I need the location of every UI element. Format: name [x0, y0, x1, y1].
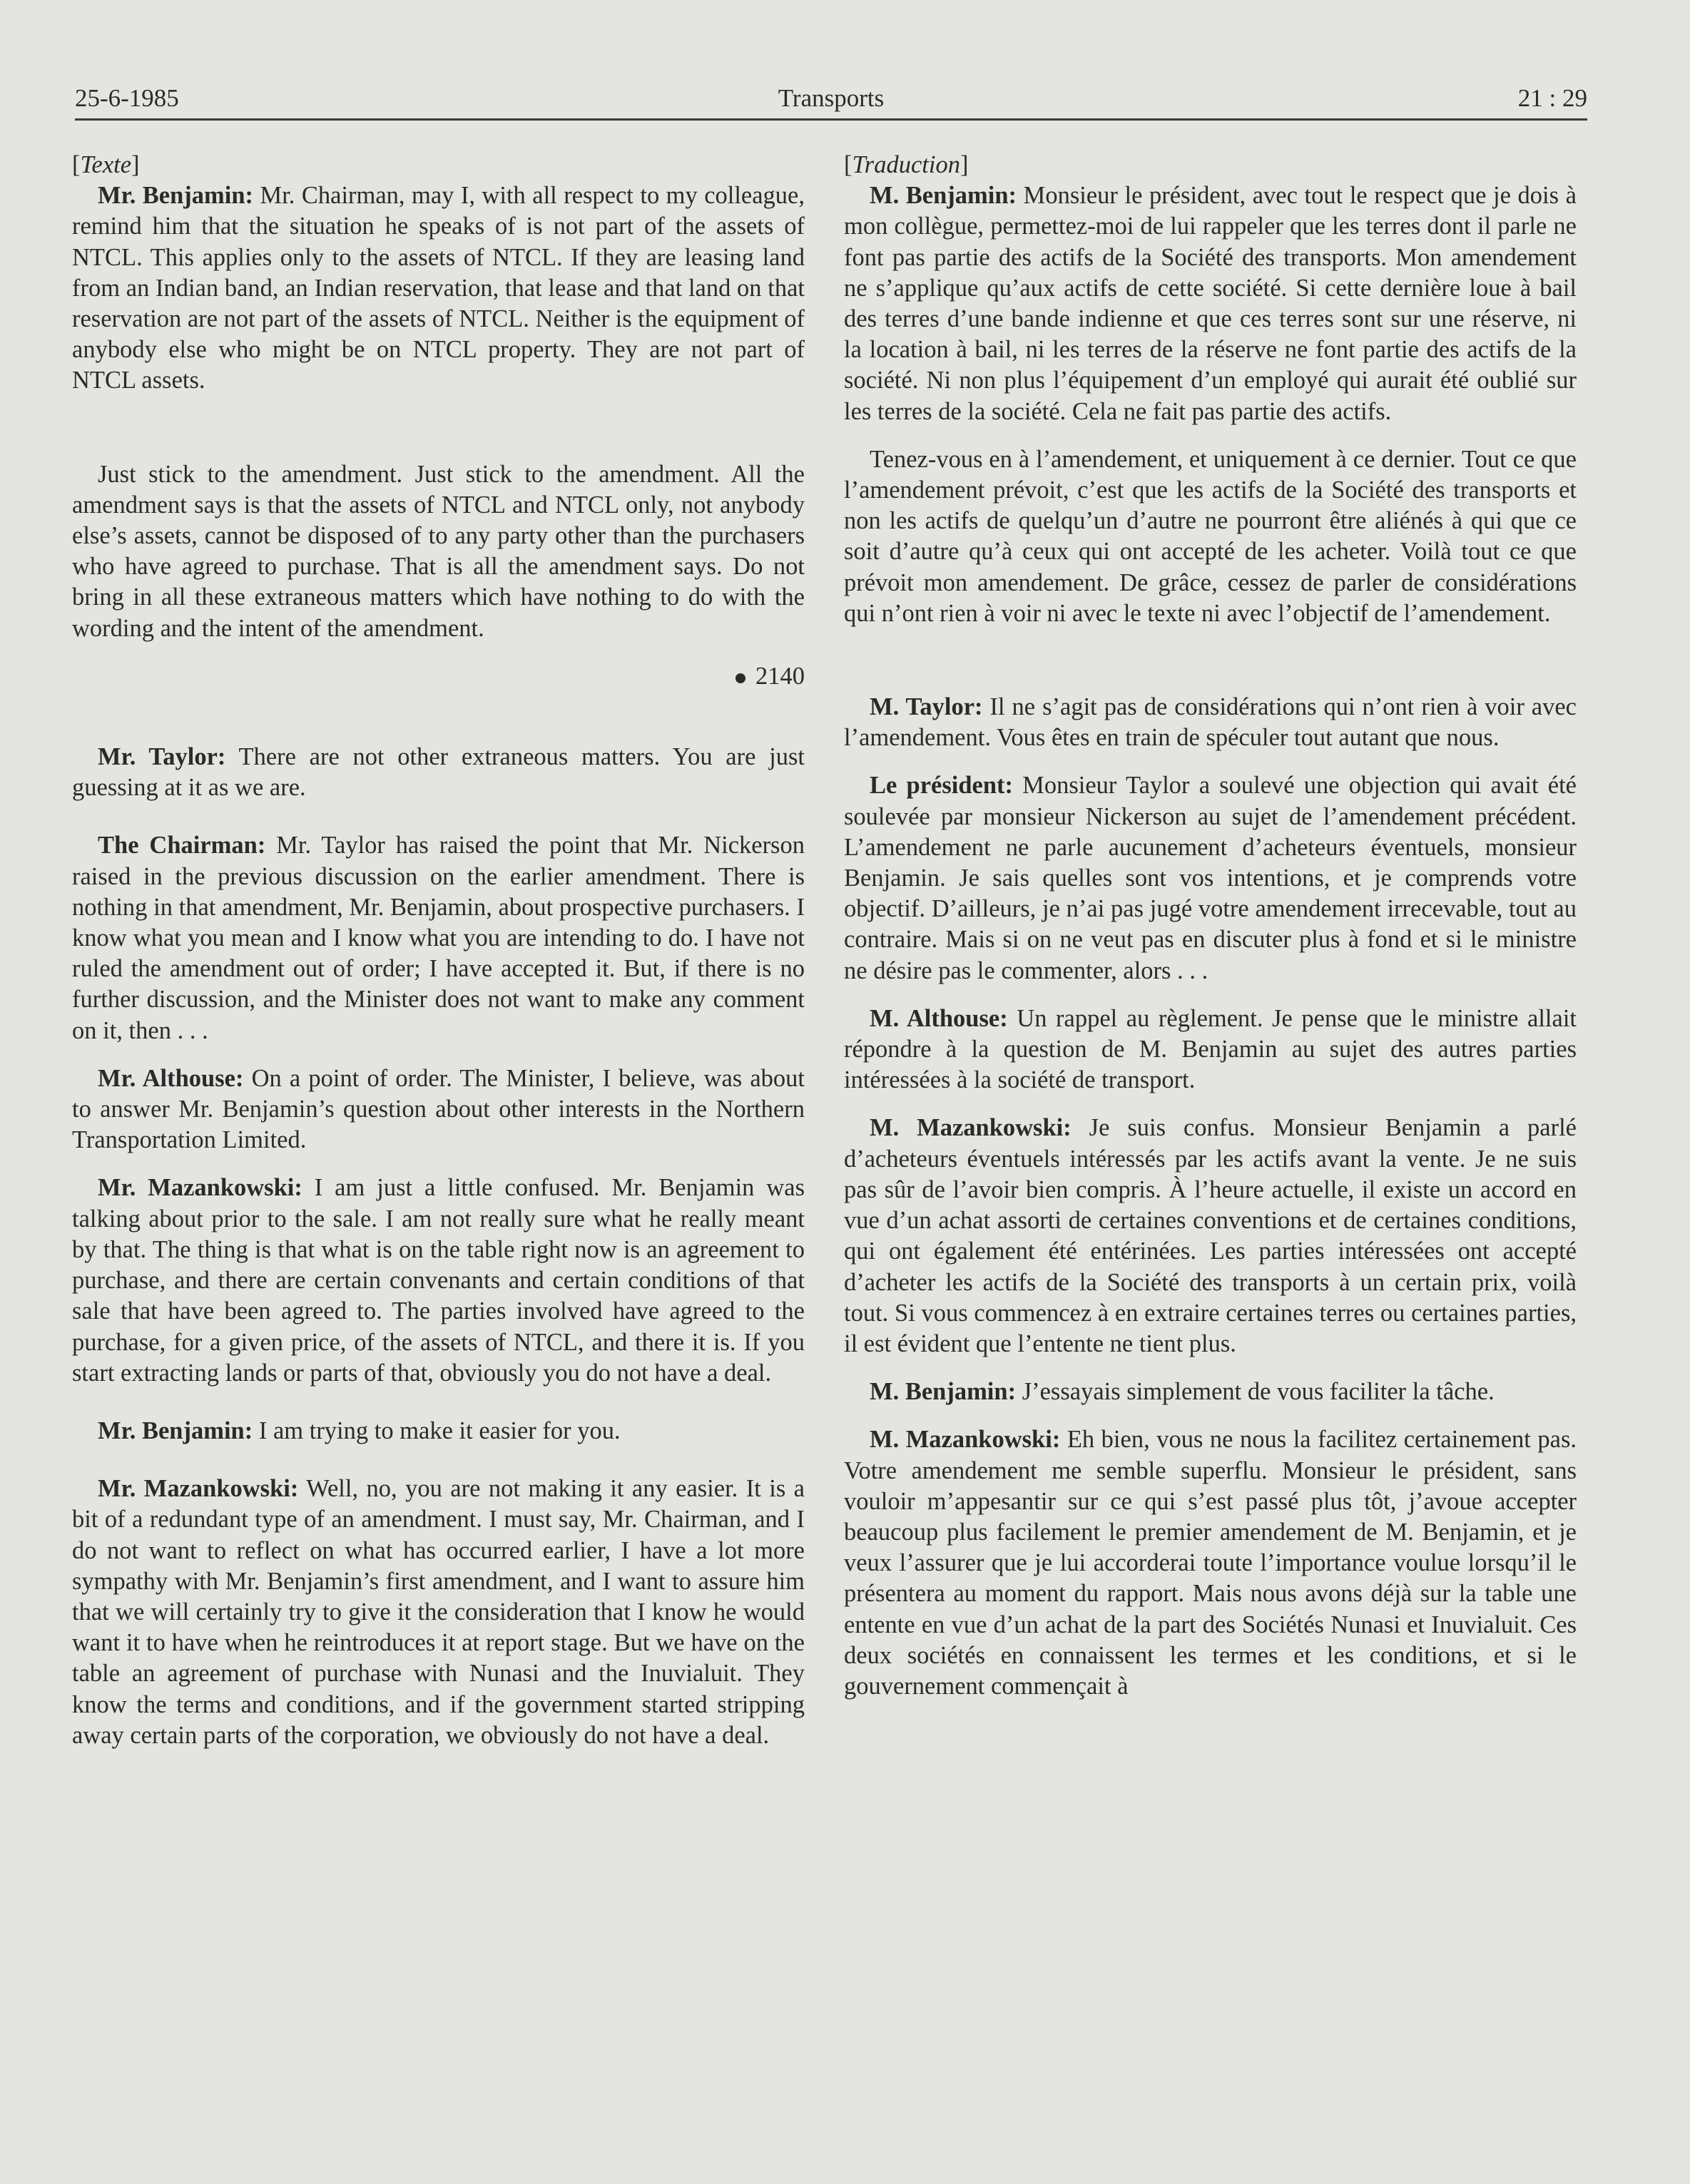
paragraph [844, 1004, 1577, 1096]
paragraph [72, 1416, 805, 1446]
speaker-name: Mr. Taylor: [98, 743, 226, 771]
speech-text: I am trying to make it easier for you. [253, 1417, 621, 1444]
speech-text: Mr. Chairman, may I, with all respect to my colleague, remind him that the situation he speaks of is not part of the assets of NTCL. This applies only to the assets of NTCL. If they are leasing land from an Indian band, an Indian reservation, that lease and that land on that reservation are not part of the assets of NTCL. Neither is the equipment of anybody else who might be on NTCL property. They are not part of NTCL assets. [72, 182, 805, 394]
bullet-icon [735, 673, 745, 683]
language-tag: [Traduction] [844, 151, 969, 178]
speech-text: Mr. Taylor has raised the point that Mr. Nickerson raised in the previous discussion on the earlier amendment. There is nothing in that amendment, Mr. Benjamin, about prospective purchasers. I know what you mean and I know what you are intending to do. I have not ruled the amendment out of order; I have accepted it. But, if there is no further discussion, and the Minister does not want to make any comment on it, then . . . [72, 832, 805, 1044]
header-page-number: 21 : 29 [1517, 84, 1587, 112]
paragraph [844, 1424, 1577, 1702]
header-title: Transports [778, 84, 885, 112]
speaker-name: M. Mazankowski: [870, 1426, 1061, 1454]
paragraph [72, 1173, 805, 1388]
speech-text: J’essayais simplement de vous faciliter la tâche. [1016, 1378, 1495, 1406]
paragraph: Tenez-vous en à l’amendement, et uniquement à ce dernier. Tout ce que l’amendement prévoit, c’est que les actifs de la Société des transports et non les actifs de quelqu’un d’autre ne pourront être aliénés à qui que ce soit d’autre qu’à ceux qui ont accepté de les acheter. Voilà tout ce que prévoit mon amendement. De grâce, cessez de parler de considérations qui n’ont rien à voir ni avec le texte ni avec l’objectif de l’amendement. [844, 445, 1577, 627]
speaker-name: Mr. Mazankowski: [98, 1475, 299, 1503]
speaker-name: Mr. Althouse: [98, 1064, 244, 1092]
paragraph [72, 1063, 805, 1156]
speech-text: Il ne s’agit pas de considérations qui n’ont rien à voir avec l’amendement. Vous êtes en train de spéculer tout autant que nous. [844, 693, 1577, 752]
speech-text: Well, no, you are not making it any easier. It is a bit of a redundant type of an amendment. I must say, Mr. Chairman, and I do not want to reflect on what has occurred earlier, I have a lot more sympathy with Mr. Benjamin’s first amendment, and I want to assure him that we will certainly try to give it the consideration that I know he would want it to have when he reintroduces it at report stage. But we have on the table an agreement of purchase with Nunasi and the Inuvialuit. They know the terms and conditions, and if the government started stripping away certain parts of the corporation, we obviously do not have a deal. [72, 1475, 805, 1749]
speaker-name: Mr. Benjamin: [98, 182, 254, 210]
paragraph [844, 1113, 1577, 1359]
english-column [72, 150, 805, 1751]
time-marker: 2140 [72, 661, 805, 692]
paragraph [844, 1377, 1577, 1407]
speech-text: On a point of order. The Minister, I believe, was about to answer Mr. Benjamin’s question about other interests in the Northern Transportation Limited. [72, 1064, 805, 1154]
paragraph [72, 830, 805, 1046]
speech-text: I am just a little confused. Mr. Benjamin was talking about prior to the sale. I am not really sure what he really meant by that. The thing is that what is on the table right now is an agreement to purchase, and there are certain convenants and certain conditions of that sale that have been agreed to. The parties involved have agreed to the purchase, for a given price, of the assets of NTCL, and there it is. If you start extracting lands or parts of that, obviously you do not have a deal. [72, 1174, 805, 1387]
speech-text: Monsieur Taylor a soulevé une objection qui avait été soulevée par monsieur Nickerson au sujet de l’amendement précédent. L’amendement ne parle aucunement d’acheteurs éventuels, monsieur Benjamin. Je sais quelles sont vos intentions, et je comprends votre objectif. D’ailleurs, je n’ai pas jugé votre amendement irrecevable, tout au contraire. Mais si on ne veut pas en discuter plus à fond et si le ministre ne désire pas le commenter, alors . . . [844, 772, 1577, 984]
speech-text: Eh bien, vous ne nous la facilitez certainement pas. Votre amendement me semble superflu. Monsieur le président, sans vouloir m’appesantir sur ce qui s’est passé plus tôt, j’avoue accepter beaucoup plus facilement le premier amendement de M. Benjamin, et je veux l’assurer que je lui accorderai toute l’importance voulue lorsqu’il le présentera au moment du rapport. Mais nous avons déjà sur la table une entente en vue d’un achat de la part des Sociétés Nunasi et Inuvialuit. Ces deux sociétés en connaissent les termes et les conditions, et si le gouvernement commençait à [844, 1426, 1577, 1700]
paragraph [72, 180, 805, 396]
paragraph [844, 692, 1577, 753]
speech-text: Monsieur le président, avec tout le respect que je dois à mon collègue, permettez-moi de lui rappeler que les terres dont il parle ne font pas partie des actifs de la Société des transports. Mon amendement ne s’applique qu’aux actifs de cette société. Si cette dernière loue à bail des terres d’une bande indienne et que ces terres sont sur une réserve, ni la location à bail, ni les terres de la réserve ne font partie des actifs de la société. Ni non plus l’équipement d’un employé qui aurait été oublié sur les terres de la société. Cela ne fait pas partie des actifs. [844, 182, 1577, 425]
speech-text: Un rappel au règlement. Je pense que le ministre allait répondre à la question de M. Benjamin au sujet des autres parties intéressées à la société de transport. [844, 1004, 1577, 1094]
speaker-name: M. Benjamin: [870, 1378, 1017, 1406]
language-tag: [Texte] [72, 151, 140, 178]
speaker-name: M. Taylor: [870, 693, 983, 721]
header-date: 25-6-1985 [75, 84, 179, 112]
speaker-name: M. Althouse: [870, 1004, 1008, 1032]
speaker-name: Mr. Benjamin: [98, 1417, 253, 1444]
speaker-name: M. Benjamin: [870, 182, 1017, 210]
french-column [844, 150, 1577, 1702]
paragraph [72, 1474, 805, 1751]
speech-text: There are not other extraneous matters. You are just guessing at it as we are. [72, 743, 805, 802]
page-header [75, 78, 1587, 121]
speaker-name: Mr. Mazankowski: [98, 1174, 302, 1202]
paragraph: Just stick to the amendment. Just stick to the amendment. All the amendment says is that the assets of NTCL and NTCL only, not anybody else’s assets, cannot be disposed of to any party other than the purchasers who have agreed to purchase. That is all the amendment says. Do not bring in all these extraneous matters which have nothing to do with the wording and the intent of the amendment. [72, 460, 805, 642]
speech-text: Je suis confus. Monsieur Benjamin a parlé d’acheteurs éventuels intéressés par les actifs avant la vente. Je ne suis pas sûr de l’avoir bien compris. À l’heure actuelle, il existe un accord en vue d’un achat assorti de certaines conventions et de certaines conditions, qui ont également été entérinées. Les parties intéressées ont accepté d’acheter les actifs de la Société des transports à un certain prix, voilà tout. Si vous commencez à en extraire certaines terres ou certaines parties, il est évident que l’entente ne tient plus. [844, 1114, 1577, 1357]
speaker-name: M. Mazankowski: [870, 1114, 1071, 1142]
paragraph [844, 180, 1577, 427]
speaker-name: The Chairman: [98, 832, 266, 859]
paragraph [72, 742, 805, 803]
speaker-name: Le président: [870, 772, 1013, 800]
paragraph [844, 770, 1577, 986]
